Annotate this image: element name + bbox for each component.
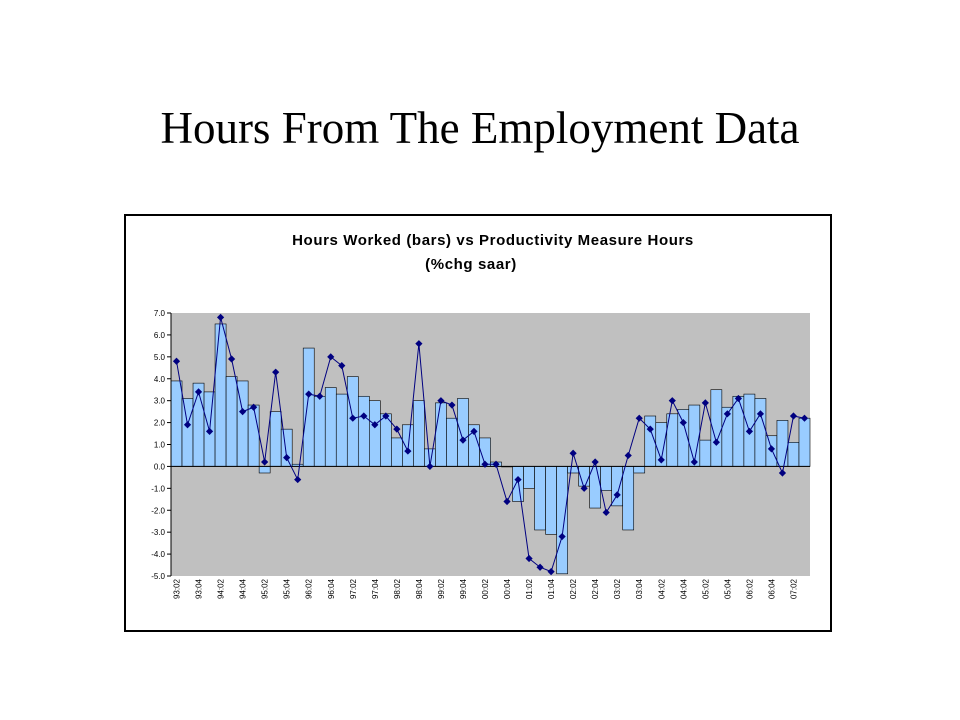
hours-worked-bar — [513, 466, 524, 501]
hours-worked-bar — [182, 398, 193, 466]
hours-worked-bar — [700, 440, 711, 466]
hours-worked-bar — [623, 466, 634, 530]
x-tick-label: 99:02 — [436, 579, 446, 600]
hours-worked-bar — [557, 466, 568, 573]
x-tick-label: 96:02 — [304, 579, 314, 600]
hours-worked-bar — [612, 466, 623, 505]
y-tick-label: 2.0 — [153, 418, 165, 428]
hours-worked-bar — [171, 381, 182, 466]
hours-worked-bar — [248, 405, 259, 466]
chart-subtitle: (%chg saar) — [425, 256, 517, 273]
x-tick-label: 07:02 — [789, 579, 799, 600]
hours-worked-bar — [435, 403, 446, 467]
hours-worked-bar — [601, 466, 612, 490]
hours-worked-bar — [799, 418, 810, 466]
hours-worked-bar — [303, 348, 314, 466]
hours-worked-bar — [777, 420, 788, 466]
chart-title: Hours Worked (bars) vs Productivity Measure Hours — [292, 232, 694, 249]
y-tick-label: 4.0 — [153, 374, 165, 384]
y-tick-label: 7.0 — [153, 309, 165, 318]
y-tick-label: 5.0 — [153, 352, 165, 362]
x-tick-label: 03:02 — [613, 579, 623, 600]
y-tick-label: -1.0 — [151, 484, 165, 494]
x-tick-label: 96:04 — [326, 579, 336, 600]
x-tick-label: 00:04 — [503, 579, 513, 600]
hours-worked-bar — [446, 418, 457, 466]
hours-worked-bar — [193, 383, 204, 466]
y-tick-label: -2.0 — [151, 506, 165, 516]
hours-worked-bar — [535, 466, 546, 530]
y-tick-label: -3.0 — [151, 528, 165, 538]
x-tick-label: 99:04 — [458, 579, 468, 600]
x-tick-label: 06:04 — [767, 579, 777, 600]
y-tick-label: -4.0 — [151, 550, 165, 560]
x-tick-label: 97:02 — [348, 579, 358, 600]
chart-frame — [124, 214, 832, 632]
hours-worked-bar — [402, 425, 413, 467]
x-tick-label: 98:04 — [414, 579, 424, 600]
hours-worked-bar — [546, 466, 557, 534]
hours-worked-bar — [270, 412, 281, 467]
x-tick-label: 00:02 — [480, 579, 490, 600]
hours-worked-bar — [369, 401, 380, 467]
y-tick-label: 1.0 — [153, 440, 165, 450]
x-tick-label: 98:02 — [392, 579, 402, 600]
y-axis-ticks — [151, 309, 171, 581]
hours-worked-bar — [380, 414, 391, 467]
x-tick-label: 04:02 — [657, 579, 667, 600]
x-tick-label: 93:02 — [172, 579, 182, 600]
y-tick-label: -5.0 — [151, 572, 165, 581]
hours-worked-bar — [755, 398, 766, 466]
slide-title: Hours From The Employment Data — [160, 103, 800, 153]
x-tick-label: 01:04 — [547, 579, 557, 600]
x-tick-label: 02:02 — [569, 579, 579, 600]
x-tick-label: 01:02 — [525, 579, 535, 600]
hours-worked-bar — [325, 388, 336, 467]
hours-worked-bar — [259, 466, 270, 473]
x-tick-label: 94:04 — [238, 579, 248, 600]
hours-worked-bar — [413, 401, 424, 467]
hours-worked-bar — [391, 438, 402, 466]
y-tick-label: 6.0 — [153, 330, 165, 340]
x-tick-label: 94:02 — [216, 579, 226, 600]
x-tick-label: 03:04 — [635, 579, 645, 600]
hours-worked-bar — [457, 398, 468, 466]
hours-worked-bar — [524, 466, 535, 488]
hours-worked-bar — [215, 324, 226, 466]
x-axis-ticks — [173, 578, 799, 599]
x-tick-label: 04:04 — [679, 579, 689, 600]
chart-svg — [126, 216, 830, 630]
x-tick-label: 06:02 — [745, 579, 755, 600]
x-tick-label: 97:04 — [370, 579, 380, 600]
hours-worked-bar — [314, 396, 325, 466]
hours-worked-bar — [788, 442, 799, 466]
hours-worked-bar — [689, 405, 700, 466]
hours-worked-bar — [634, 466, 645, 473]
x-tick-label: 93:04 — [194, 579, 204, 600]
x-tick-label: 05:04 — [723, 579, 733, 600]
hours-worked-bar — [568, 466, 579, 473]
hours-worked-bar — [358, 396, 369, 466]
y-tick-label: 0.0 — [153, 462, 165, 472]
hours-worked-bar — [733, 396, 744, 466]
x-tick-label: 95:04 — [282, 579, 292, 600]
x-tick-label: 95:02 — [260, 579, 270, 600]
hours-worked-bar — [226, 377, 237, 467]
hours-worked-bar — [590, 466, 601, 508]
x-tick-label: 02:04 — [591, 579, 601, 600]
x-tick-label: 05:02 — [701, 579, 711, 600]
hours-worked-bar — [336, 394, 347, 466]
y-tick-label: 3.0 — [153, 396, 165, 406]
